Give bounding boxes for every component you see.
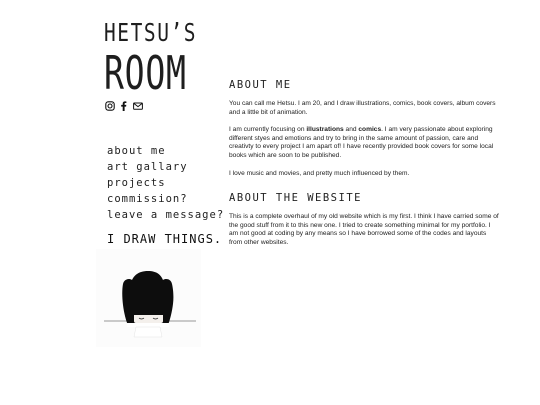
about-me-section bbox=[229, 79, 499, 178]
main-nav bbox=[107, 143, 224, 223]
main-content bbox=[229, 79, 499, 257]
nav-item-commission[interactable]: commission? bbox=[107, 193, 188, 205]
social-links bbox=[105, 101, 143, 111]
site-title[interactable] bbox=[104, 18, 223, 100]
instagram-icon[interactable] bbox=[105, 101, 115, 111]
tagline: I DRAW THINGS. bbox=[107, 232, 223, 246]
nav-item-projects[interactable]: projects bbox=[107, 177, 166, 189]
girl-illustration bbox=[96, 249, 201, 347]
highlight-comics: comics bbox=[358, 126, 382, 134]
about-website-section bbox=[229, 192, 499, 247]
nav-item-leave-a-message[interactable]: leave a message? bbox=[107, 209, 225, 221]
site-title-line1: HETSU’S bbox=[104, 18, 198, 47]
about-me-paragraph-3: I love music and movies, and pretty much influenced by them. bbox=[229, 169, 410, 177]
highlight-illustrations: illustrations bbox=[306, 126, 344, 134]
about-website-paragraph: This is a complete overhaul of my old website which is my first. I think I have carried some of the good stuff from it to this new one. I tried to create something minimal for my portfolio. I am not good at coding by any means so I have borrowed some of the codes and layouts from other websites. bbox=[229, 213, 499, 246]
about-me-heading: ABOUT ME bbox=[229, 79, 292, 91]
about-me-paragraph-1: You can call me Hetsu. I am 20, and I draw illustrations, comics, book covers, album covers and a little bit of animation. bbox=[229, 100, 496, 116]
facebook-icon[interactable] bbox=[119, 101, 129, 111]
mail-icon[interactable] bbox=[133, 101, 143, 111]
nav-item-art-gallary[interactable]: art gallary bbox=[107, 161, 188, 173]
about-website-heading: ABOUT THE WEBSITE bbox=[229, 192, 362, 205]
nav-item-about-me[interactable]: about me bbox=[107, 145, 166, 157]
site-title-line2: ROOM bbox=[104, 46, 187, 100]
about-me-paragraph-2: I am currently focusing on illustrations and comics. I am very passionate about exploring different styes and emotions and try to bring in the same amount of passion, care and creativty to every project I am apart of! I have recently provided book covers for some local books which are soon to be published. bbox=[229, 126, 494, 159]
